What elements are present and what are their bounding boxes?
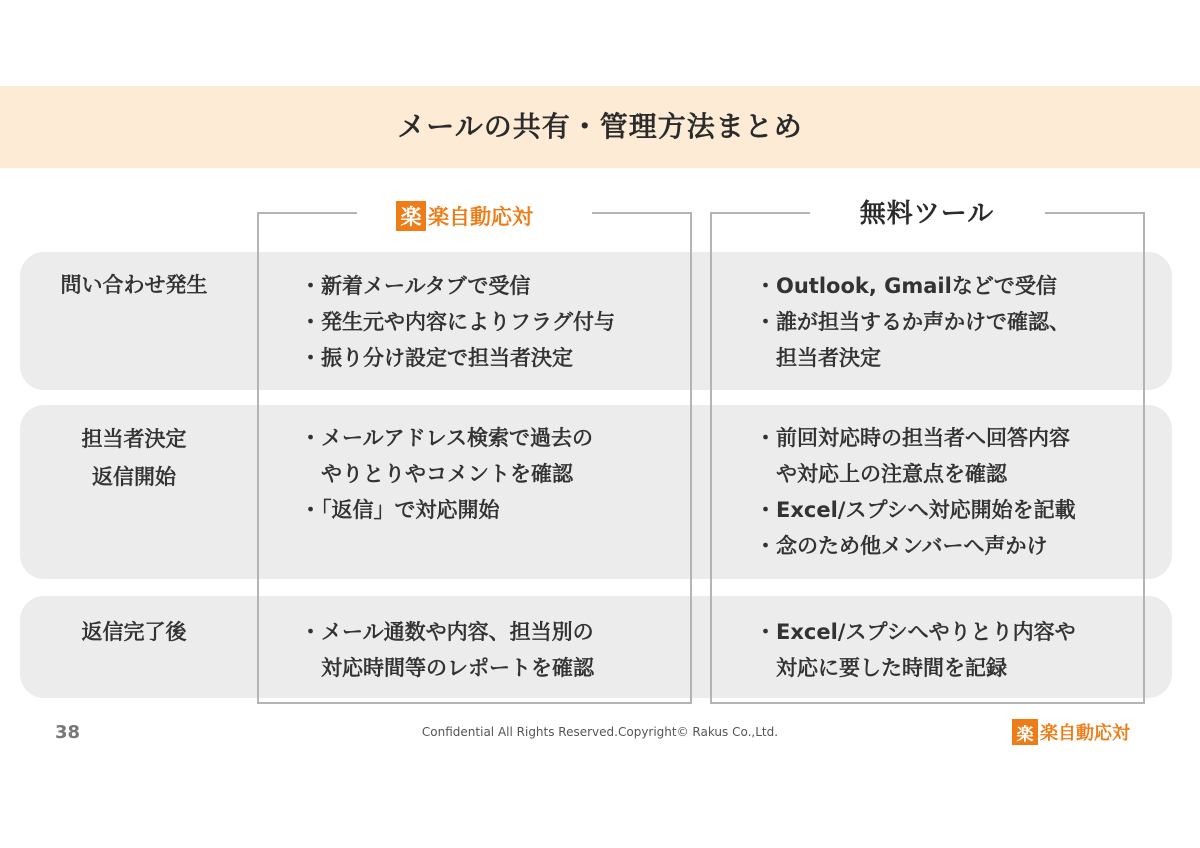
cell-line: ・振り分け設定で担当者決定 — [300, 346, 573, 370]
row-label-inquiry — [34, 266, 234, 304]
free-tools-column-top-line-right — [1045, 212, 1145, 214]
cell-line: や対応上の注意点を確認 — [776, 462, 1007, 486]
row-label-assign-reply — [34, 420, 234, 496]
cell-line: ・メール通数や内容、担当別の — [300, 620, 594, 644]
row-label-line: 返信完了後 — [81, 620, 187, 644]
copyright-notice: Confidential All Rights Reserved.Copyright© Rakus Co.,Ltd. — [421, 725, 779, 739]
cell-line: ・念のため他メンバーへ声かけ — [755, 534, 1048, 558]
footer-logo-mark: 楽 — [1012, 719, 1038, 745]
cell-line: ・Excel/スプシへやりとり内容や — [755, 620, 1076, 644]
cell-line: 担当者決定 — [776, 346, 881, 370]
rakuraku-column-top-line-right — [592, 212, 692, 214]
page-title: メールの共有・管理方法まとめ — [397, 110, 803, 143]
page-number: 38 — [55, 722, 81, 743]
cell-line: 対応に要した時間を記録 — [776, 656, 1007, 680]
rakuraku-column-top-line-left — [257, 212, 357, 214]
cell-line: やりとりやコメントを確認 — [321, 462, 573, 486]
rakuraku-cell-inquiry — [300, 268, 615, 376]
free-tools-cell-after-reply — [755, 614, 1076, 686]
footer-rakuraku-logo — [1012, 718, 1130, 746]
cell-line: ・「返信」で対応開始 — [300, 498, 500, 522]
cell-line: ・誰が担当するか声かけで確認、 — [755, 310, 1070, 334]
rakuraku-cell-assign-reply — [300, 420, 593, 528]
free-tools-column-top-line-left — [710, 212, 810, 214]
rakuraku-logo — [396, 200, 533, 232]
cell-line: ・Outlook, Gmailなどで受信 — [755, 274, 1057, 298]
rakuraku-logo-text: 楽自動応対 — [428, 205, 533, 229]
cell-line: 対応時間等のレポートを確認 — [321, 656, 594, 680]
cell-line: ・発生元や内容によりフラグ付与 — [300, 310, 615, 334]
rakuraku-logo-mark: 楽 — [396, 201, 426, 231]
cell-line: ・前回対応時の担当者へ回答内容 — [755, 426, 1070, 450]
row-label-line: 担当者決定 — [81, 427, 187, 451]
cell-line: ・新着メールタブで受信 — [300, 274, 531, 298]
cell-line: ・Excel/スプシへ対応開始を記載 — [755, 498, 1076, 522]
footer-logo-text: 楽自動応対 — [1040, 723, 1130, 744]
row-label-after-reply — [34, 613, 234, 651]
rakuraku-cell-after-reply — [300, 614, 594, 686]
row-label-line: 返信開始 — [92, 465, 176, 489]
free-tools-cell-inquiry — [755, 268, 1070, 376]
free-tools-header: 無料ツール — [859, 199, 995, 229]
cell-line: ・メールアドレス検索で過去の — [300, 426, 593, 450]
free-tools-cell-assign-reply — [755, 420, 1076, 564]
title-band — [0, 86, 1200, 168]
row-label-line: 問い合わせ発生 — [60, 273, 208, 297]
